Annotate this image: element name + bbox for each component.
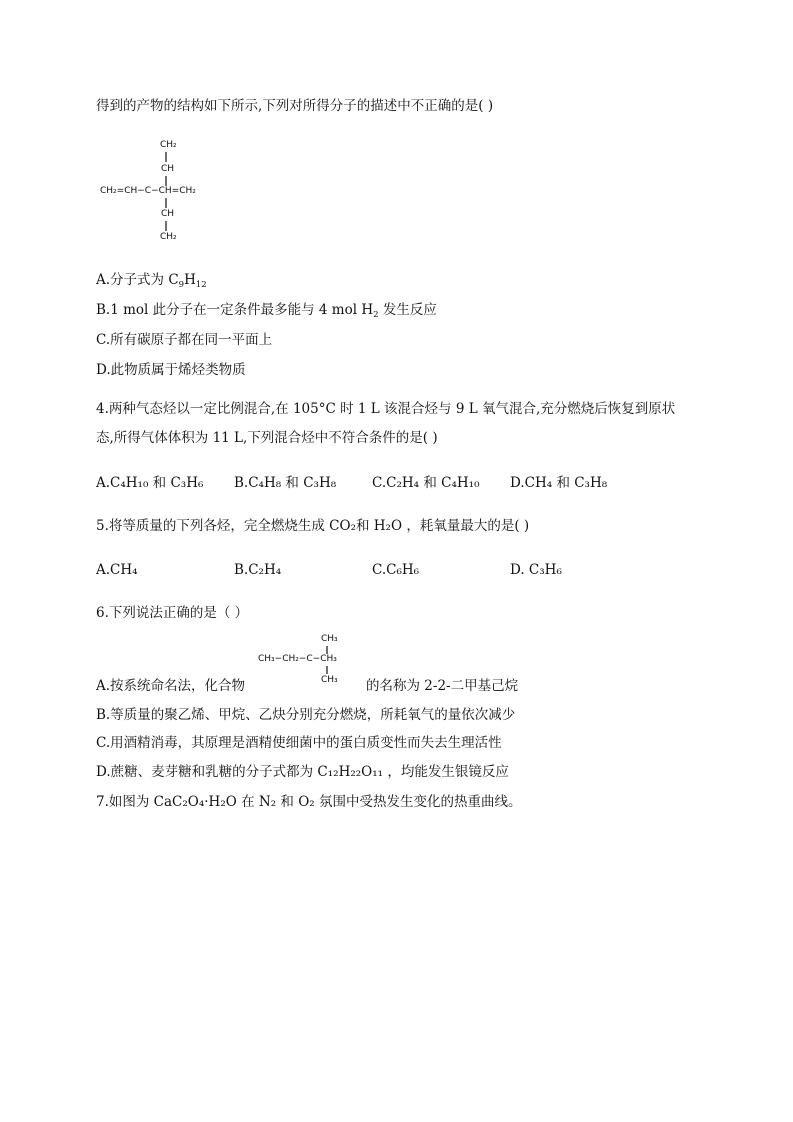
q4-line-1: 4.两种气态烃以一定比例混合,在 105°C 时 1 L 该混合烃与 9 L 氧气混合,充分燃烧后恢复到原状: [96, 401, 676, 417]
structure-2-main-chain: CH₃−CH₂−C−CH₃: [258, 654, 337, 664]
q5-option-c: C.C₆H₆: [372, 562, 420, 578]
q5-option-b: B.C₂H₄: [234, 562, 282, 578]
structure-2-bottom-ch3: CH₃: [321, 675, 338, 685]
question-intro: 得到的产物的结构如下所示,下列对所得分子的描述中不正确的是( ): [96, 98, 494, 114]
q6-question: 6.下列说法正确的是（ ）: [96, 605, 249, 621]
structure-1-top-ch2: CH₂: [160, 140, 177, 150]
q3-option-c: C.所有碳原子都在同一平面上: [96, 332, 273, 348]
q4-option-c: C.C₂H₄ 和 C₄H₁₀: [372, 475, 480, 491]
q7-question: 7.如图为 CaC₂O₄·H₂O 在 N₂ 和 O₂ 氛围中受热发生变化的热重曲线。: [96, 794, 522, 810]
q5-option-a: A.CH₄: [96, 562, 138, 578]
q5-question: 5.将等质量的下列各烃，完全燃烧生成 CO₂和 H₂O ，耗氧量最大的是( ): [96, 518, 530, 534]
structure-1-bottom-ch: CH: [161, 209, 175, 219]
structure-2-top-ch3: CH₃: [321, 634, 338, 644]
q3-option-d: D.此物质属于烯烃类物质: [96, 362, 246, 378]
q3-option-b: B.1 mol 此分子在一定条件最多能与 4 mol $H_2$ 发生反应: [96, 302, 437, 320]
structure-1-bottom-ch2: CH₂: [160, 232, 177, 242]
q4-option-b: B.C₄H₈ 和 C₃H₈: [234, 475, 337, 491]
q6-option-d: D.蔗糖、麦芽糖和乳糖的分子式都为 C₁₂H₂₂O₁₁ ，均能发生银镜反应: [96, 764, 509, 780]
q4-option-d: D.CH₄ 和 C₃H₈: [510, 475, 608, 491]
structure-1-main-chain: CH₂=CH−C−CH=CH₂: [100, 186, 196, 196]
q6-option-b: B.等质量的聚乙烯、甲烷、乙炔分别充分燃烧，所耗氧气的量依次减少: [96, 707, 516, 723]
structure-diagram-2: [258, 632, 368, 692]
q5-option-d: D. C₃H₆: [510, 562, 562, 578]
structure-diagram-1: [96, 138, 246, 246]
q4-option-a: A.C₄H₁₀ 和 C₃H₆: [96, 475, 204, 491]
q3-option-a: A.分子式为 $C_9H_{12}$: [96, 272, 207, 290]
structure-1-top-ch: CH: [161, 164, 175, 174]
q6-option-a-prefix: A.按系统命名法，化合物: [96, 678, 246, 694]
q4-line-2: 态,所得气体体积为 11 L,下列混合烃中不符合条件的是( ): [96, 430, 438, 446]
q6-option-c: C.用酒精消毒，其原理是酒精使细菌中的蛋白质变性而失去生理活性: [96, 735, 502, 751]
q6-option-a-suffix: 的名称为 2-2-二甲基己烷: [366, 678, 519, 694]
